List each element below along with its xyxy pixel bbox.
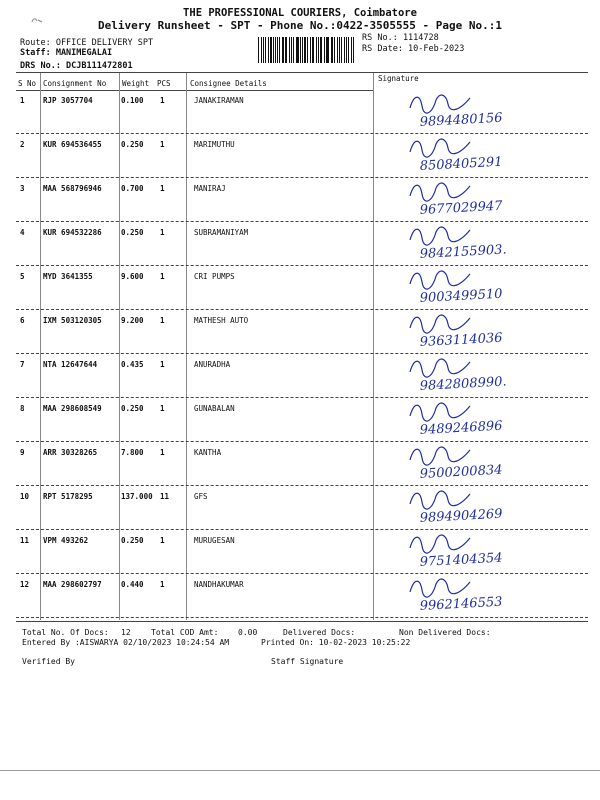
row-pieces: 1 [160,448,165,457]
barcode-bar [273,37,274,63]
row-serial-number: 9 [20,448,25,457]
row-consignee-name: MURUGESAN [194,536,235,545]
handwritten-signature [380,222,590,264]
row-pieces: 11 [160,492,170,501]
barcode-bar [334,37,335,63]
signature-phone-number: 9003499510 [419,286,503,306]
barcode-bar [261,37,262,63]
row-serial-number: 5 [20,272,25,281]
row-pieces: 1 [160,228,165,237]
barcode-bar [346,37,348,63]
row-consignee-name: ANURADHA [194,360,231,369]
barcode-bar [320,37,322,63]
row-weight: 137.000 [121,492,153,501]
handwritten-signature [380,266,590,308]
row-consignment-number: IXM 503120305 [43,316,102,325]
col-header-signature: Signature [378,74,419,83]
barcode-bar [324,37,325,63]
barcode-bar [318,37,319,63]
row-consignment-number: MAA 298608549 [43,404,102,413]
row-serial-number: 4 [20,228,25,237]
row-consignee-name: KANTHA [194,448,222,457]
drs-number: DRS No.: DCJB111472801 [20,61,133,71]
sheet-title: Delivery Runsheet - SPT - Phone No.:0422-3505555 - Page No.:1 [98,19,502,32]
total-cod-value: 0.00 [238,628,258,637]
row-consignee-name: GUNABALAN [194,404,235,413]
barcode-bar [304,37,306,63]
row-pieces: 1 [160,316,165,325]
row-consignment-number: MYD 3641355 [43,272,93,281]
row-consignee-name: JANAKIRAMAN [194,96,244,105]
barcode-bar [351,37,352,63]
barcode-bar [302,37,303,63]
row-serial-number: 10 [20,492,30,501]
barcode-bar [331,37,332,63]
col-divider-pcs [186,73,187,620]
row-weight: 0.440 [121,580,144,589]
row-weight: 7.800 [121,448,144,457]
row-consignment-number: RPT 5178295 [43,492,93,501]
row-consignee-name: NANDHAKUMAR [194,580,244,589]
barcode-bar [337,37,338,63]
row-separator [16,617,588,618]
row-consignee-name: GFS [194,492,208,501]
row-pieces: 1 [160,536,165,545]
barcode-bar [258,37,259,63]
handwritten-signature [380,530,590,572]
handwritten-signature [380,574,590,616]
total-docs-value: 12 [121,628,131,637]
barcode-bar [312,37,313,63]
signature-phone-number: 9677029947 [419,198,503,218]
row-weight: 0.250 [121,536,144,545]
total-docs-label: Total No. Of Docs: [22,628,109,637]
printed-on: Printed On: 10-02-2023 10:25:22 [261,638,411,647]
barcode-bar [270,37,272,63]
col-divider-consignment [119,73,120,620]
row-pieces: 1 [160,360,165,369]
non-delivered-docs-label: Non Delivered Docs: [399,628,491,637]
signature-phone-number: 9894904269 [419,506,503,526]
row-weight: 0.250 [121,228,144,237]
row-consignee-name: MATHESH AUTO [194,316,249,325]
barcode-bar [327,37,328,63]
staff-label: Staff: MANIMEGALAI [20,48,113,58]
barcode-bar [282,37,283,63]
barcode-bar [293,37,294,63]
barcode-bar [283,37,284,63]
row-pieces: 1 [160,96,165,105]
row-pieces: 1 [160,140,165,149]
barcode-bar [265,37,266,63]
row-consignment-number: MAA 298602797 [43,580,102,589]
row-consignment-number: KUR 694536455 [43,140,102,149]
col-divider-consignee [373,73,374,620]
row-pieces: 1 [160,184,165,193]
barcode-bar [332,37,333,63]
page-bottom-edge [0,770,600,771]
entered-by: Entered By :AISWARYA 02/10/2023 10:24:54 AM [22,638,230,647]
barcode-bar [300,37,301,63]
barcode-bar [310,37,311,63]
total-cod-label: Total COD Amt: [151,628,219,637]
col-divider-sno [40,73,41,620]
barcode-bar [263,37,264,63]
handwritten-signature [380,442,590,484]
handwritten-signature [380,134,590,176]
row-pieces: 1 [160,580,165,589]
barcode-bar [277,37,278,63]
barcode-bar [316,37,317,63]
row-serial-number: 8 [20,404,25,413]
header-top-rule [16,72,588,73]
delivered-docs-label: Delivered Docs: [283,628,356,637]
row-consignment-number: ARR 30328265 [43,448,98,457]
row-serial-number: 6 [20,316,25,325]
signature-phone-number: 9962146553 [419,594,503,614]
barcode-bar [297,37,298,63]
row-weight: 9.200 [121,316,144,325]
row-weight: 0.250 [121,404,144,413]
signature-phone-number: 9489246896 [419,418,503,438]
barcode-bar [289,37,290,63]
row-consignee-name: MANIRAJ [194,184,226,193]
signature-phone-number: 9363114036 [419,330,503,350]
col-header-weight: Weight [122,79,150,88]
col-header-sno: S No [18,79,37,88]
barcode-bar [348,37,349,63]
signature-phone-number: 8508405291 [419,154,503,174]
row-consignment-number: VPM 493262 [43,536,89,545]
row-weight: 0.250 [121,140,144,149]
col-header-pcs: PCS [157,79,171,88]
row-serial-number: 7 [20,360,25,369]
barcode-bar [268,37,269,63]
row-weight: 0.435 [121,360,144,369]
barcode-bar [339,37,340,63]
signature-phone-number: 9894480156 [419,110,503,130]
row-consignee-name: SUBRAMANIYAM [194,228,249,237]
barcode [258,37,355,63]
barcode-bar [307,37,308,63]
row-consignment-number: RJP 3057704 [43,96,93,105]
rs-number: RS No.: 1114728 [362,33,439,43]
signature-phone-number: 9500200834 [419,462,503,482]
signature-phone-number: 9751404354 [419,550,503,570]
handwritten-signature [380,90,590,132]
row-weight: 9.600 [121,272,144,281]
handwritten-signature [380,486,590,528]
row-serial-number: 11 [20,536,30,545]
route-label: Route: OFFICE DELIVERY SPT [20,38,154,48]
row-consignee-name: MARIMUTHU [194,140,235,149]
verified-by-label: Verified By [22,657,75,666]
row-weight: 0.100 [121,96,144,105]
barcode-bar [291,37,292,63]
staff-signature-label: Staff Signature [271,657,344,666]
handwritten-signature [380,354,590,396]
row-consignment-number: KUR 694532286 [43,228,102,237]
rs-date: RS Date: 10-Feb-2023 [362,44,465,54]
col-header-consignment: Consignment No [43,79,107,88]
company-title: THE PROFESSIONAL COURIERS, Coimbatore [183,7,417,19]
footer-rule [16,621,588,622]
signature-phone-number: 9842808990. [419,374,507,394]
row-pieces: 1 [160,272,165,281]
row-pieces: 1 [160,404,165,413]
signature-phone-number: 9842155903. [419,242,507,262]
row-serial-number: 1 [20,96,25,105]
row-weight: 0.700 [121,184,144,193]
col-header-consignee: Consignee Details [190,79,267,88]
header-bottom-rule [16,90,373,91]
barcode-bar [285,37,287,63]
barcode-bar [344,37,345,63]
barcode-bar [341,37,342,63]
handwritten-signature [380,310,590,352]
handwritten-signature [380,178,590,220]
barcode-bar [279,37,280,63]
barcode-bar [326,37,327,63]
row-consignment-number: MAA 568796946 [43,184,102,193]
barcode-bar [353,37,354,63]
handwritten-signature [380,398,590,440]
row-consignee-name: CRI PUMPS [194,272,235,281]
barcode-bar [296,37,297,63]
row-consignment-number: NTA 12647644 [43,360,98,369]
barcode-bar [313,37,314,63]
row-serial-number: 2 [20,140,25,149]
barcode-bar [275,37,276,63]
row-serial-number: 3 [20,184,25,193]
row-serial-number: 12 [20,580,30,589]
